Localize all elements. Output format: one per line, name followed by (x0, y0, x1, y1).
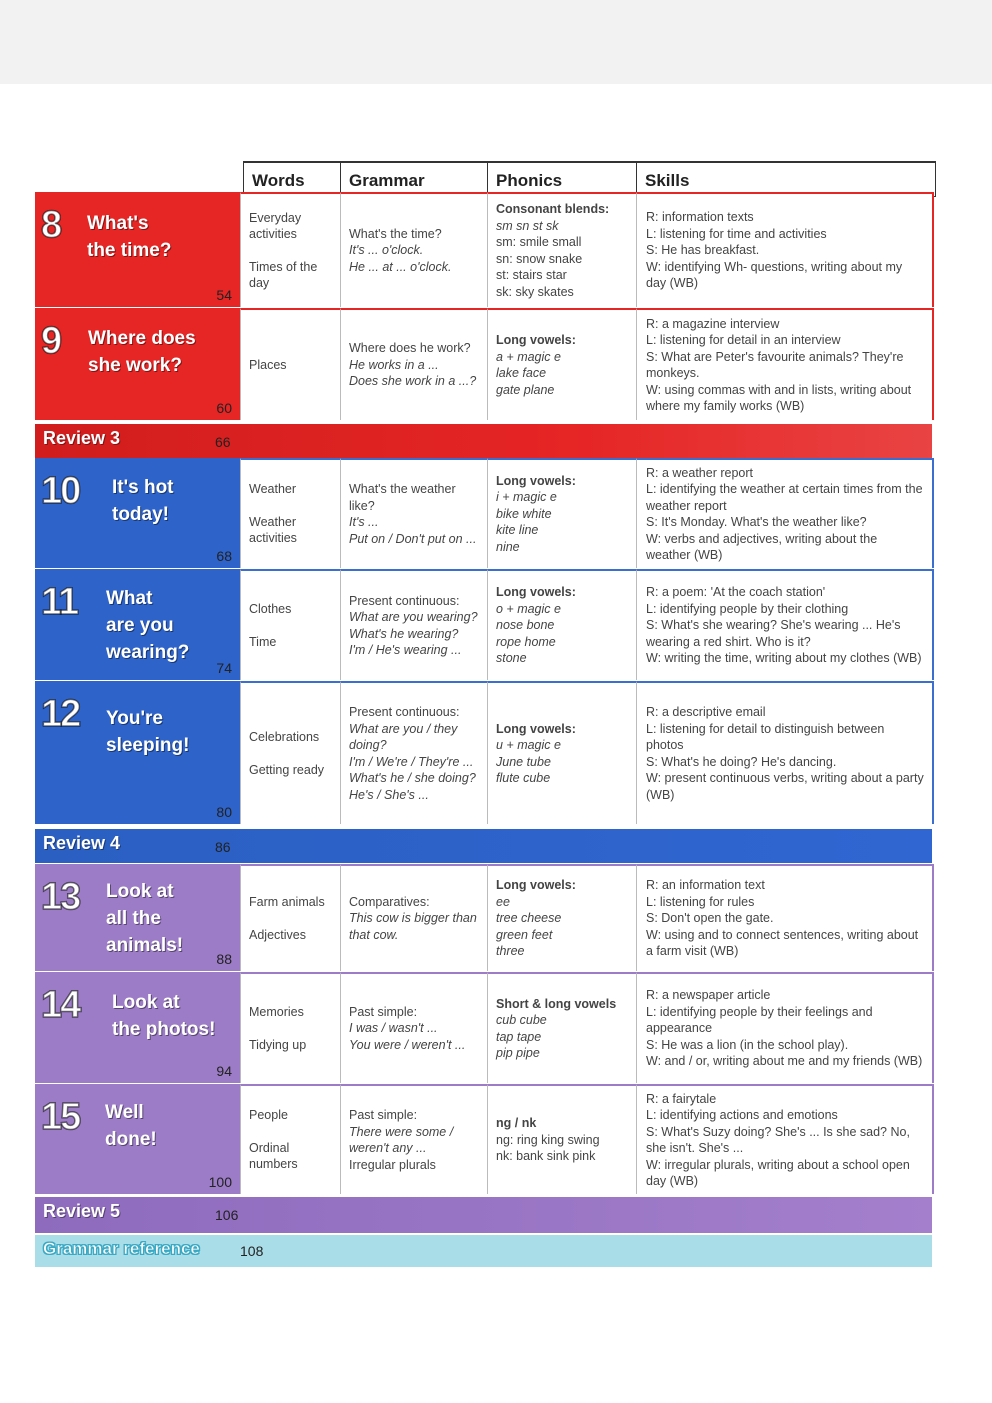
unit-title: It's hot today! (112, 477, 174, 525)
skills-line: W: using and to connect sentences, writing about a farm visit (WB) (646, 927, 919, 959)
words-line: Time (249, 634, 277, 649)
skills-line: L: identifying actions and emotions (646, 1108, 838, 1122)
phonics-line: stone (496, 651, 527, 666)
phonics-line: o + magic e (496, 601, 561, 616)
skills-line: W: verbs and adjectives, writing about the weather (WB) (646, 531, 878, 562)
unit-page-number: 74 (216, 660, 232, 676)
phonics-line: nine (496, 539, 520, 554)
words-line: Tidying up (249, 1037, 307, 1052)
cell-grammar (340, 972, 487, 1083)
phonics-line: Long vowels: (496, 333, 576, 347)
unit-page-number: 68 (216, 548, 232, 564)
skills-line: S: Don't open the gate. (646, 911, 774, 926)
words-line: Celebrations (249, 730, 320, 744)
cell-phonics (487, 972, 636, 1083)
skills-line: L: listening for detail to distinguish between photos (646, 721, 885, 752)
skills-line: R: a magazine interview (646, 316, 780, 331)
cell-phonics (487, 458, 636, 568)
review-label: Review 5 (43, 1201, 121, 1221)
words-line: Memories (249, 1005, 304, 1019)
phonics-line: sm sn st sk (496, 218, 559, 233)
words-line: Ordinal numbers (249, 1140, 298, 1172)
skills-line: R: a fairytale (646, 1091, 717, 1106)
phonics-line: a + magic e (496, 349, 561, 364)
grammar-reference-label: Grammar reference (43, 1239, 200, 1258)
skills-line: L: identifying the weather at certain times from the weather report (646, 482, 923, 513)
skills-line: S: He was a lion (in the school play). (646, 1037, 849, 1052)
phonics-line: tree cheese (496, 911, 562, 926)
grammar-line: Present continuous: (349, 593, 460, 608)
skills-line: W: and / or, writing about me and my friends (WB) (646, 1054, 923, 1069)
grammar-line: What's he / she doing? (349, 771, 476, 785)
header-grammar: Grammar (340, 161, 487, 197)
cell-phonics (487, 192, 636, 307)
words-line: Getting ready (249, 762, 325, 777)
unit-title: Where does she work? (88, 328, 196, 376)
grammar-line: Present continuous: (349, 705, 460, 719)
phonics-line: kite line (496, 523, 539, 538)
grammar-line: What's the time? (349, 226, 442, 241)
words-line: Clothes (249, 602, 292, 616)
header-skills: Skills (636, 161, 936, 197)
cell-phonics (487, 681, 636, 824)
cell-skills (636, 1084, 934, 1194)
cell-grammar (340, 569, 487, 680)
phonics-line: st: stairs star (496, 268, 567, 282)
skills-line: S: What's he doing? He's dancing. (646, 754, 837, 769)
cell-grammar (340, 308, 487, 420)
unit-number: 15 (41, 1096, 80, 1138)
grammar-line: It's ... (349, 515, 379, 529)
phonics-line: rope home (496, 634, 556, 649)
phonics-line: Long vowels: (496, 473, 576, 488)
cell-words (240, 864, 340, 971)
review-page-number: 66 (215, 434, 231, 450)
cell-grammar (340, 458, 487, 568)
unit-number: 8 (41, 204, 61, 246)
cell-grammar (340, 192, 487, 307)
skills-line: S: It's Monday. What's the weather like? (646, 515, 867, 529)
unit-title-block (35, 681, 240, 824)
words-line: Adjectives (249, 927, 306, 942)
phonics-line: sm: smile small (496, 235, 582, 249)
grammar-line: Where does he work? (349, 341, 471, 356)
grammar-reference-banner (35, 1235, 932, 1267)
phonics-line: i + magic e (496, 490, 557, 505)
review-page-number: 86 (215, 839, 231, 855)
skills-line: W: writing the time, writing about my clothes (WB) (646, 651, 922, 666)
phonics-line: sk: sky skates (496, 284, 574, 299)
unit-number: 14 (41, 984, 80, 1026)
cell-skills (636, 972, 934, 1083)
grammar-line: There were some / weren't any ... (349, 1124, 454, 1155)
grammar-line: What's he wearing? (349, 626, 459, 641)
phonics-line: Long vowels: (496, 585, 576, 600)
cell-words (240, 192, 340, 307)
cell-grammar (340, 681, 487, 824)
cell-words (240, 681, 340, 824)
unit-number: 10 (41, 470, 80, 512)
cell-skills (636, 569, 934, 680)
skills-line: S: What's she wearing? She's wearing ... He's wearing a red shirt. Who is it? (646, 618, 901, 649)
words-line: People (249, 1108, 288, 1123)
unit-title: You're sleeping! (106, 708, 190, 756)
skills-line: L: listening for rules (646, 894, 755, 909)
grammar-line: I'm / We're / They're ... (349, 754, 474, 769)
cell-skills (636, 864, 934, 971)
skills-line: S: What are Peter's favourite animals? They're monkeys. (646, 349, 904, 380)
skills-line: R: a poem: 'At the coach station' (646, 585, 826, 600)
grammar-line: Does she work in a ...? (349, 374, 477, 389)
skills-line: L: listening for time and activities (646, 226, 827, 241)
grammar-line: What are you / they doing? (349, 721, 458, 752)
header-words: Words (243, 161, 340, 197)
cell-skills (636, 681, 934, 824)
skills-line: L: listening for detail in an interview (646, 333, 841, 347)
unit-number: 11 (41, 581, 78, 623)
skills-line: W: identifying Wh- questions, writing about my day (WB) (646, 259, 903, 291)
unit-page-number: 54 (216, 287, 232, 303)
unit-page-number: 60 (216, 400, 232, 416)
unit-title-block (35, 972, 240, 1083)
skills-line: S: What's Suzy doing? She's ... Is she sad? No, she isn't. She's ... (646, 1124, 910, 1155)
words-line: Farm animals (249, 895, 325, 909)
phonics-line: u + magic e (496, 738, 561, 752)
grammar-line: Put on / Don't put on ... (349, 531, 477, 546)
cell-skills (636, 192, 934, 307)
phonics-line: Short & long vowels (496, 996, 617, 1011)
review-label: Review 4 (43, 833, 121, 853)
cell-skills (636, 458, 934, 568)
phonics-line: ng / nk (496, 1116, 537, 1131)
unit-title: Look at all the animals! (106, 881, 184, 956)
header-phonics: Phonics (487, 161, 636, 197)
words-line: Times of the day (249, 259, 318, 290)
grammar-line: It's ... o'clock. (349, 243, 424, 258)
unit-title: What's the time? (87, 213, 172, 261)
grammar-line: He works in a ... (349, 357, 439, 372)
unit-title: Well done! (105, 1102, 157, 1150)
phonics-line: green feet (496, 927, 553, 942)
cell-skills (636, 308, 934, 420)
grammar-line: You were / weren't ... (349, 1037, 466, 1052)
phonics-line: ee (496, 894, 510, 909)
grammar-line: What are you wearing? (349, 610, 478, 624)
phonics-line: sn: snow snake (496, 251, 583, 266)
phonics-line: ng: ring king swing (496, 1132, 600, 1147)
phonics-line: June tube (496, 754, 551, 769)
skills-line: R: an information text (646, 878, 765, 893)
grammar-line: I'm / He's wearing ... (349, 643, 462, 657)
unit-number: 12 (41, 693, 80, 735)
phonics-line: gate plane (496, 382, 555, 397)
cell-words (240, 1084, 340, 1194)
skills-line: W: present continuous verbs, writing about a party (WB) (646, 771, 924, 802)
unit-title-block (35, 864, 240, 971)
grammar-line: This cow is bigger than that cow. (349, 911, 477, 942)
cell-grammar (340, 864, 487, 971)
review-banner (35, 424, 932, 458)
unit-number: 13 (41, 876, 80, 918)
review-page-number: 106 (215, 1207, 239, 1223)
phonics-line: nose bone (496, 618, 555, 633)
unit-title: What are you wearing? (106, 588, 190, 663)
review-banner (35, 829, 932, 863)
cell-phonics (487, 864, 636, 971)
cell-words (240, 569, 340, 680)
skills-line: R: a descriptive email (646, 705, 766, 719)
unit-page-number: 94 (216, 1063, 232, 1079)
phonics-line: tap tape (496, 1029, 542, 1044)
words-line: Everyday activities (249, 210, 302, 241)
review-banner (35, 1197, 932, 1233)
grammar-line: What's the weather like? (349, 482, 456, 513)
unit-page-number: 88 (216, 951, 232, 967)
skills-line: W: using commas with and in lists, writing about where my family works (WB) (646, 382, 912, 413)
grammar-line: He's / She's ... (349, 787, 429, 802)
unit-number: 9 (41, 320, 61, 362)
grammar-line: Past simple: (349, 1108, 418, 1122)
phonics-line: pip pipe (496, 1046, 540, 1060)
unit-title-block (35, 1084, 240, 1194)
grammar-line: I was / wasn't ... (349, 1021, 438, 1036)
phonics-line: cub cube (496, 1013, 547, 1027)
unit-title-block (35, 569, 240, 680)
skills-line: W: irregular plurals, writing about a school open day (WB) (646, 1157, 910, 1188)
cell-words (240, 972, 340, 1083)
review-label: Review 3 (43, 428, 121, 448)
unit-title-block (35, 308, 240, 420)
phonics-line: bike white (496, 506, 552, 521)
phonics-line: Long vowels: (496, 878, 576, 893)
phonics-line: Consonant blends: (496, 202, 610, 216)
skills-line: R: a weather report (646, 465, 753, 480)
grammar-reference-page: 108 (240, 1243, 264, 1259)
words-line: Places (249, 357, 287, 372)
skills-line: S: He has breakfast. (646, 243, 760, 258)
unit-title-block (35, 458, 240, 568)
skills-line: L: identifying people by their feelings and appearance (646, 1004, 873, 1036)
phonics-line: three (496, 944, 525, 959)
phonics-line: flute cube (496, 771, 551, 785)
skills-line: R: a newspaper article (646, 988, 771, 1003)
grammar-line: He ... at ... o'clock. (349, 259, 452, 274)
cell-phonics (487, 308, 636, 420)
grammar-line: Comparatives: (349, 894, 430, 909)
cell-words (240, 458, 340, 568)
phonics-line: Long vowels: (496, 721, 576, 736)
cell-phonics (487, 569, 636, 680)
grammar-line: Past simple: (349, 1004, 418, 1019)
page-top-band (0, 0, 992, 84)
unit-page-number: 100 (208, 1174, 232, 1190)
unit-title: Look at the photos! (112, 992, 216, 1040)
skills-line: R: information texts (646, 210, 754, 225)
words-line: Weather activities (249, 514, 297, 546)
unit-title-block (35, 192, 240, 307)
cell-words (240, 308, 340, 420)
cell-grammar (340, 1084, 487, 1194)
unit-page-number: 80 (216, 804, 232, 820)
skills-line: L: identifying people by their clothing (646, 601, 849, 616)
grammar-line: Irregular plurals (349, 1157, 436, 1172)
phonics-line: lake face (496, 366, 547, 380)
cell-phonics (487, 1084, 636, 1194)
words-line: Weather (249, 482, 297, 497)
phonics-line: nk: bank sink pink (496, 1149, 596, 1164)
